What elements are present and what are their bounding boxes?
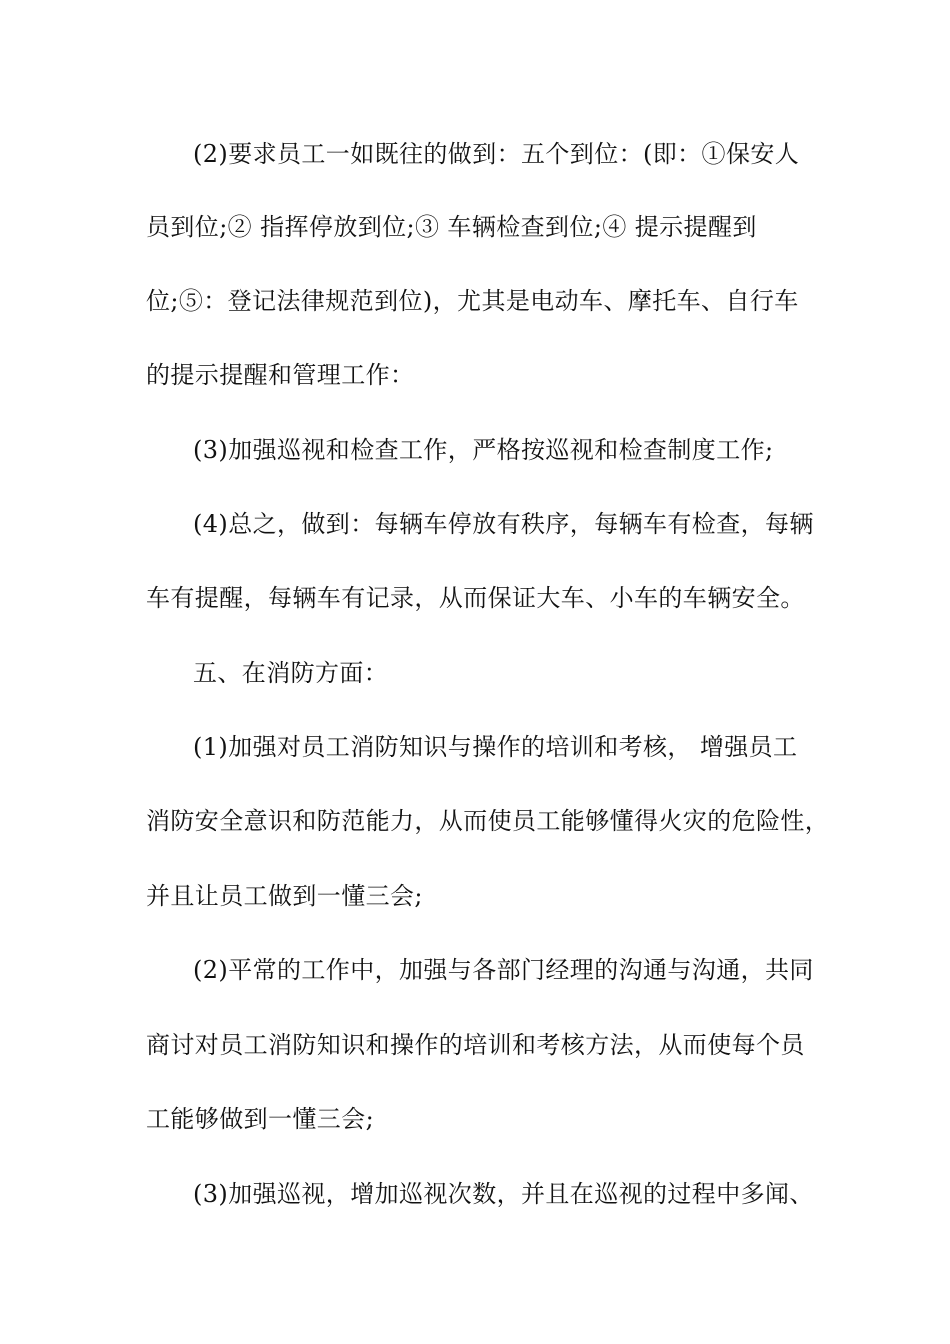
paragraph-line: 消防安全意识和防范能力，从而使员工能够懂得火灾的危险性， bbox=[146, 807, 830, 835]
paragraph-line: (4)总之，做到：每辆车停放有秩序，每辆车有检查，每辆 bbox=[193, 510, 814, 538]
paragraph-line: (3)加强巡视和检查工作，严格按巡视和检查制度工作; bbox=[193, 436, 774, 464]
paragraph-line: (1)加强对员工消防知识与操作的培训和考核， 增强员工 bbox=[193, 733, 798, 761]
paragraph-line: 并且让员工做到一懂三会; bbox=[146, 882, 423, 910]
paragraph-line: (2)平常的工作中，加强与各部门经理的沟通与沟通，共同 bbox=[193, 956, 814, 984]
paragraph-line: 的提示提醒和管理工作： bbox=[146, 361, 415, 389]
paragraph-line: 员到位;② 指挥停放到位;③ 车辆检查到位;④ 提示提醒到 bbox=[146, 213, 757, 241]
paragraph-line: 位;⑤：登记法律规范到位)，尤其是电动车、摩托车、自行车 bbox=[146, 287, 799, 315]
paragraph-line: (2)要求员工一如既往的做到：五个到位：(即：①保安人 bbox=[193, 140, 800, 168]
paragraph-line: 商讨对员工消防知识和操作的培训和考核方法，从而使每个员 bbox=[146, 1031, 805, 1059]
paragraph-line: 工能够做到一懂三会; bbox=[146, 1105, 375, 1133]
paragraph-line: 车有提醒，每辆车有记录，从而保证大车、小车的车辆安全。 bbox=[146, 584, 805, 612]
paragraph-line: (3)加强巡视，增加巡视次数，并且在巡视的过程中多闻、 bbox=[193, 1180, 814, 1208]
section-heading: 五、在消防方面： bbox=[193, 659, 389, 687]
